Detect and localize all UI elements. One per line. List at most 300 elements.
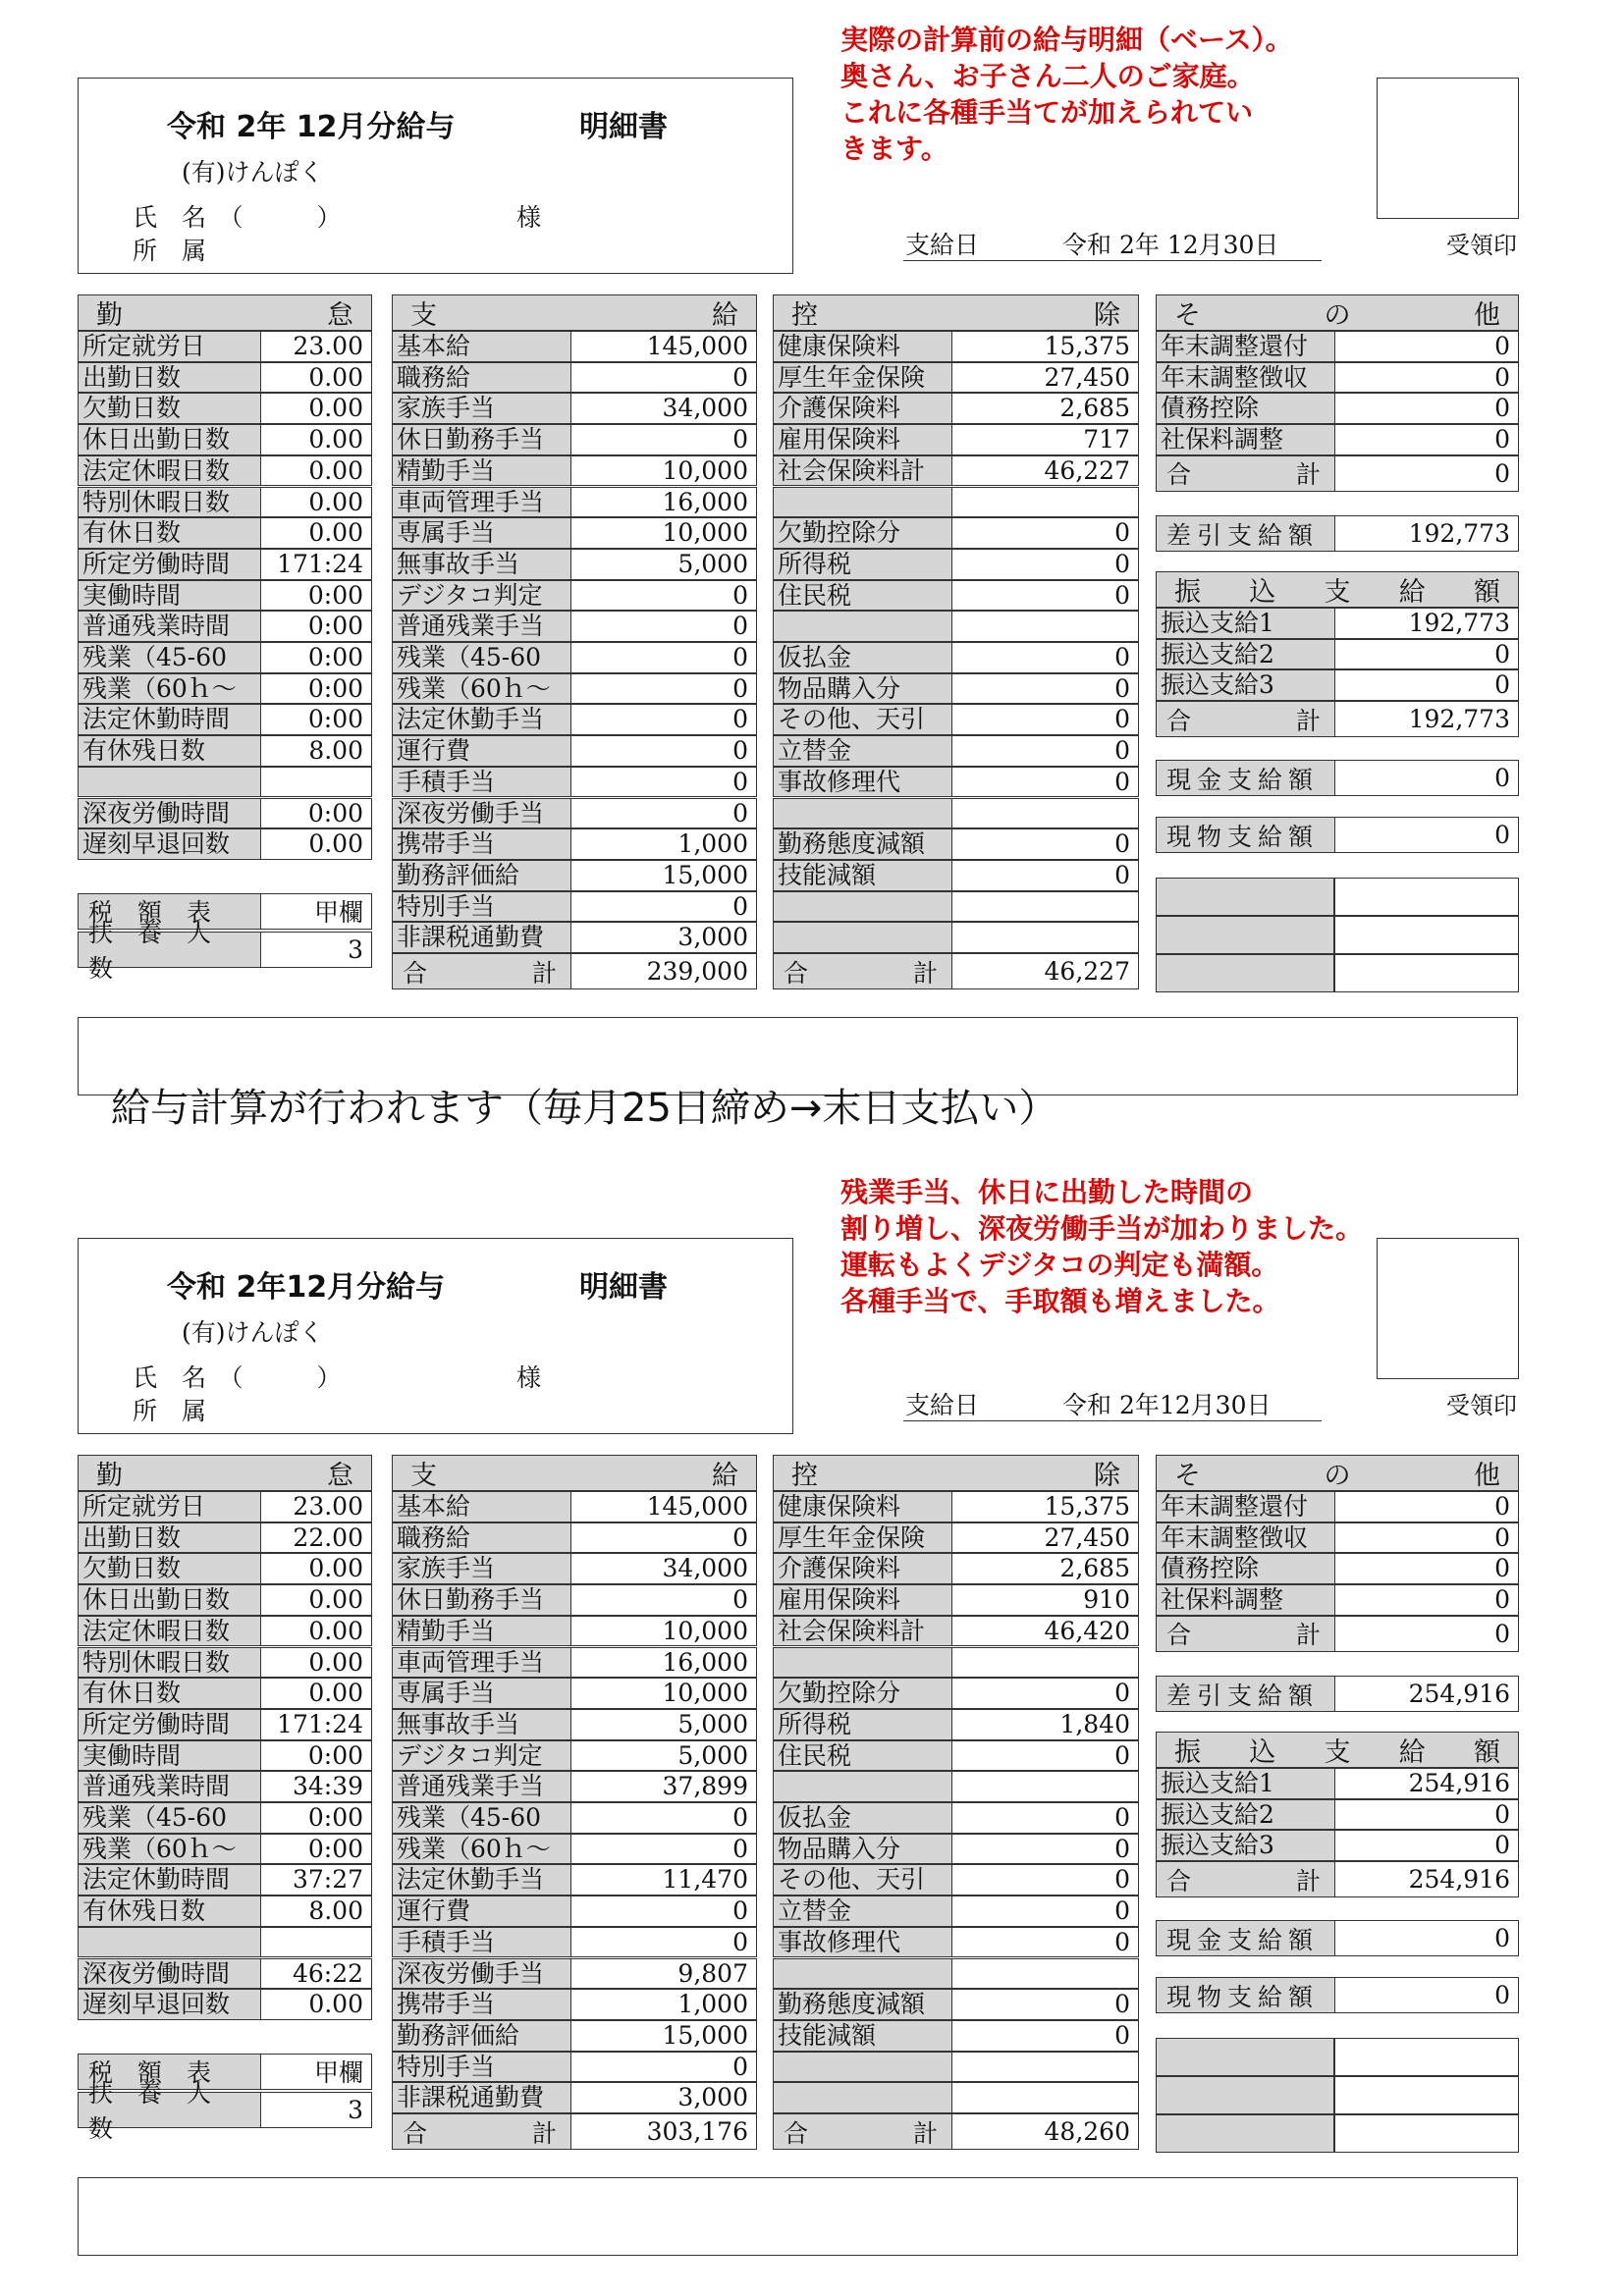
process-caption: 給与計算が行われます（毎月25日締め→末日支払い） [111, 1086, 1058, 1131]
total-label-b: 計 [912, 2118, 938, 2148]
row-value: 0:00 [307, 643, 363, 671]
row-value: 0 [732, 767, 748, 796]
row-value: 37,899 [662, 1772, 748, 1801]
row-label: 勤務態度減額 [774, 1990, 952, 2019]
table-row [392, 1584, 757, 1616]
table-row [392, 331, 757, 362]
other-header-2: の [1324, 300, 1351, 331]
row-label: 振込支給1 [1157, 1769, 1335, 1798]
row-value [261, 768, 371, 797]
row-value: 0 [1114, 705, 1130, 734]
row-value: 10,000 [662, 455, 748, 485]
transfer-header-char: 給 [1398, 1737, 1426, 1768]
table-row [392, 424, 757, 455]
blank-cell [1156, 2076, 1334, 2114]
transfer-header-char: 振 [1174, 1737, 1201, 1768]
transfer-header-char: 給 [1398, 577, 1426, 608]
table-row [773, 1958, 1139, 1990]
row-label: 法定休暇日数 [79, 456, 261, 486]
row-value: 0:00 [307, 705, 363, 734]
row-label: 休日出勤日数 [79, 425, 261, 454]
row-value [952, 488, 1138, 517]
total-label-b: 計 [912, 958, 938, 988]
row-value: 0 [1494, 1831, 1510, 1860]
company-name: (有)けんぽく [182, 158, 324, 187]
table-row [773, 611, 1139, 642]
slip-title-suffix: 明細書 [579, 1270, 668, 1305]
transfer-header-char: 込 [1249, 577, 1276, 608]
transfer-row [1156, 608, 1519, 639]
row-value: 0 [732, 1834, 748, 1863]
row-value: 0.00 [308, 362, 363, 392]
table-row [773, 580, 1139, 612]
row-label: 介護保険料 [774, 1554, 952, 1583]
transfer-sum-row-label-a: 合 [1166, 706, 1192, 735]
table-row [392, 642, 757, 673]
row-label: 所得税 [774, 1710, 952, 1739]
dependents-label [79, 919, 261, 984]
table-row [773, 393, 1139, 424]
table-row [78, 704, 372, 735]
row-value: 27,450 [1044, 362, 1130, 392]
pay-date-label: 支給日 [905, 1391, 980, 1419]
row-label: 事故修理代 [774, 768, 952, 797]
table-row [78, 517, 372, 549]
row-value: 0.00 [308, 1990, 363, 2019]
table-row [773, 1678, 1139, 1709]
other-sum-row-value: 0 [1494, 1619, 1510, 1648]
table-row [78, 642, 372, 673]
table-row [773, 1802, 1139, 1834]
row-value: 254,916 [1408, 1769, 1510, 1797]
table-row [773, 1522, 1139, 1554]
row-value: 0.00 [308, 1616, 363, 1645]
table-row [392, 828, 757, 860]
row-value: 0 [1494, 1799, 1510, 1829]
row-value: 8.00 [308, 1896, 363, 1926]
dependents-label-text: 扶 養 人 数 [88, 919, 237, 984]
row-value: 0 [732, 612, 748, 641]
total-label-a: 合 [784, 2118, 809, 2148]
row-label [774, 2053, 952, 2082]
other-sum-row-label-a: 合 [1166, 1621, 1192, 1650]
row-label: 専属手当 [393, 518, 571, 548]
total-label-a: 合 [784, 958, 809, 988]
transfer-sum-row-label-b: 計 [1295, 1866, 1321, 1896]
table-row [78, 487, 372, 518]
row-value: 8.00 [308, 736, 363, 766]
row-value: 46,227 [1044, 455, 1130, 485]
row-label: 技能減額 [774, 2021, 952, 2051]
deduction-table-total-row [773, 953, 1139, 989]
pay-date-value: 令和 2年12月30日 [1062, 1391, 1272, 1419]
row-value: 0 [1494, 425, 1510, 454]
row-label: 法定休勤時間 [79, 1865, 261, 1895]
table-row [392, 549, 757, 580]
row-label: 特別手当 [393, 892, 571, 922]
transfer-sum-row-label [1157, 702, 1335, 736]
company-name: (有)けんぽく [182, 1318, 324, 1347]
row-label: 法定休勤時間 [79, 705, 261, 734]
row-label: 運行費 [393, 736, 571, 766]
transfer-sum-row-value: 192,773 [1408, 705, 1510, 734]
table-row [392, 1678, 757, 1709]
transfer-sum-row-label [1157, 1862, 1335, 1896]
row-label [774, 2083, 952, 2112]
row-value [952, 799, 1138, 828]
other-sum-row [1156, 1616, 1519, 1652]
row-label: 仮払金 [774, 1803, 952, 1833]
row-label: 振込支給2 [1157, 1800, 1335, 1830]
cash-pay-row-label-a: 現金支給額 [1166, 1925, 1320, 1954]
remarks-box [78, 2177, 1518, 2256]
row-value: 5,000 [677, 1740, 748, 1770]
total-label-b: 計 [531, 958, 557, 988]
table-row [773, 1771, 1139, 1802]
cash-pay-row-label [1157, 761, 1335, 795]
row-value: 145,000 [646, 1492, 748, 1521]
row-label [774, 1648, 952, 1678]
row-value: 23.00 [293, 1492, 363, 1521]
table-row [392, 1740, 757, 1772]
department-line: 所 属 [133, 1397, 207, 1425]
row-value: 16,000 [662, 1647, 748, 1677]
transfer-header-char: 額 [1474, 577, 1500, 608]
row-value: 910 [1083, 1585, 1130, 1615]
other-sum-row-label-a: 合 [1166, 460, 1192, 490]
table-row [773, 735, 1139, 767]
goods-pay-row-value: 0 [1494, 821, 1510, 849]
row-label: 休日勤務手当 [393, 425, 571, 454]
row-value: 0 [1494, 639, 1510, 668]
net-pay-row-value: 254,916 [1408, 1680, 1510, 1708]
row-value: 27,450 [1044, 1522, 1130, 1552]
row-label: 法定休勤手当 [393, 705, 571, 734]
payment-table-header-right: 給 [712, 300, 738, 331]
row-label: 残業（60ｈ～ [393, 1835, 571, 1864]
table-row [392, 798, 757, 829]
table-row [773, 1740, 1139, 1772]
slip-title: 令和 2年 12月分給与 [167, 110, 456, 144]
table-row [1156, 424, 1519, 455]
table-row [773, 517, 1139, 549]
row-value: 0 [732, 580, 748, 610]
row-label [774, 488, 952, 517]
table-row [392, 611, 757, 642]
table-row [773, 922, 1139, 953]
table-row [392, 362, 757, 394]
row-value: 0 [732, 1585, 748, 1615]
other-header-3: 他 [1474, 300, 1500, 331]
row-value: 0 [1114, 829, 1130, 859]
cash-pay-row-label-a: 現金支給額 [1166, 765, 1320, 794]
net-pay-row [1156, 515, 1519, 552]
row-value [952, 612, 1138, 641]
row-label: 残業（45-60 [79, 643, 261, 672]
other-header-3: 他 [1474, 1461, 1500, 1491]
net-pay-row-label [1157, 1677, 1335, 1711]
table-row [78, 1491, 372, 1522]
table-row [392, 1927, 757, 1958]
row-value: 10,000 [662, 1616, 748, 1645]
pay-date-line [903, 1382, 1322, 1421]
table-row [392, 1896, 757, 1927]
row-label [774, 1959, 952, 1989]
table-row [773, 487, 1139, 518]
table-row [392, 860, 757, 891]
row-label: 運行費 [393, 1896, 571, 1926]
row-label: 特別手当 [393, 2053, 571, 2082]
pay-date-label: 支給日 [905, 231, 980, 259]
row-label: 所定就労日 [79, 1492, 261, 1522]
blank-cell [1334, 2038, 1519, 2076]
deduction-table-total-value: 48,260 [1044, 2117, 1130, 2146]
row-label: 技能減額 [774, 861, 952, 890]
table-row [78, 1616, 372, 1647]
row-label: 職務給 [393, 1523, 571, 1553]
dependents-value: 3 [348, 2095, 363, 2124]
tax-table-value: 甲欄 [313, 898, 363, 928]
row-value: 1,000 [677, 1990, 748, 2019]
attendance-table-header [78, 294, 372, 331]
transfer-sum-row-value: 254,916 [1408, 1865, 1510, 1895]
deduction-table-header [773, 294, 1139, 331]
table-row [773, 2052, 1139, 2083]
table-row [78, 1989, 372, 2020]
row-value: 0.00 [308, 829, 363, 859]
row-value: 46:22 [292, 1958, 363, 1988]
row-value [952, 892, 1138, 922]
row-label: 勤務態度減額 [774, 829, 952, 859]
table-row [78, 828, 372, 860]
blank-cell [1156, 954, 1334, 992]
table-row [78, 1647, 372, 1679]
deduction-table-total-label [774, 954, 952, 988]
receipt-stamp-label: 受領印 [1446, 232, 1517, 259]
attendance-table-header-right: 怠 [327, 1461, 353, 1491]
row-label: 残業（60ｈ～ [79, 674, 261, 704]
table-row [392, 393, 757, 424]
attendance-table-header-left: 勤 [96, 300, 123, 331]
pay-date-value: 令和 2年 12月30日 [1062, 231, 1279, 259]
table-row [773, 362, 1139, 394]
other-table-header [1156, 294, 1519, 331]
table-row [392, 2082, 757, 2113]
goods-pay-row [1156, 1977, 1519, 2013]
table-row [392, 1616, 757, 1647]
table-row [773, 455, 1139, 487]
row-label: 残業（60ｈ～ [393, 674, 571, 704]
row-label: 厚生年金保険 [774, 1523, 952, 1553]
payment-table-total-value: 239,000 [646, 957, 748, 986]
row-value: 0.00 [308, 455, 363, 485]
row-value: 10,000 [662, 518, 748, 548]
row-label: 特別休暇日数 [79, 488, 261, 517]
payment-table-header [392, 294, 757, 331]
goods-pay-row-label-a: 現物支給額 [1166, 822, 1320, 851]
table-row [392, 673, 757, 705]
row-label [774, 1772, 952, 1801]
row-value: 0 [1114, 1896, 1130, 1926]
row-value: 0:00 [307, 1740, 363, 1770]
other-sum-row [1156, 455, 1519, 492]
employee-name-line: 氏 名 （ ） [133, 1363, 342, 1392]
row-value: 34,000 [662, 1554, 748, 1583]
row-value: 0:00 [307, 798, 363, 828]
table-row [773, 2082, 1139, 2113]
deduction-table-total-label [774, 2114, 952, 2149]
table-row [78, 331, 372, 362]
other-header-1: そ [1174, 300, 1201, 331]
row-value: 0 [732, 798, 748, 828]
row-label: 携帯手当 [393, 829, 571, 859]
net-pay-row [1156, 1676, 1519, 1712]
transfer-sum-row [1156, 701, 1519, 737]
table-row [78, 767, 372, 798]
row-value: 0 [732, 2052, 748, 2081]
row-value: 10,000 [662, 1679, 748, 1708]
payment-table-total-row [392, 953, 757, 989]
dependents-row [78, 919, 372, 984]
table-row [392, 517, 757, 549]
row-value: 0:00 [307, 580, 363, 610]
table-row [78, 1927, 372, 1958]
other-header-2: の [1324, 1461, 1351, 1491]
dependents-value: 3 [348, 934, 363, 964]
row-label: 休日出勤日数 [79, 1585, 261, 1615]
row-label: 車両管理手当 [393, 1648, 571, 1678]
net-pay-row-label [1157, 516, 1335, 551]
blank-cell [1334, 2076, 1519, 2114]
row-label: 雇用保険料 [774, 425, 952, 454]
row-value: 0 [1494, 332, 1510, 360]
row-value: 0 [1114, 518, 1130, 548]
row-value: 0.00 [308, 1554, 363, 1583]
row-label: 厚生年金保険 [774, 363, 952, 393]
transfer-header-char: 支 [1324, 1737, 1351, 1768]
table-row [392, 1864, 757, 1896]
row-value: 37:27 [292, 1865, 363, 1895]
table-row [773, 1584, 1139, 1616]
row-label: 有休残日数 [79, 1896, 261, 1926]
table-row [78, 549, 372, 580]
table-row [773, 1896, 1139, 1927]
cash-pay-row-value: 0 [1494, 764, 1510, 792]
row-label: 普通残業時間 [79, 612, 261, 641]
transfer-row [1156, 639, 1519, 670]
transfer-header-char: 込 [1249, 1737, 1276, 1768]
row-label: 健康保険料 [774, 332, 952, 361]
other-sum-row-label [1157, 1617, 1335, 1651]
row-label: 健康保険料 [774, 1492, 952, 1522]
transfer-sum-row-label-b: 計 [1295, 706, 1321, 735]
row-value: 0:00 [307, 1834, 363, 1863]
transfer-sum-row [1156, 1861, 1519, 1897]
transfer-header-char: 支 [1324, 577, 1351, 608]
table-row [78, 580, 372, 612]
row-value: 0.00 [308, 1647, 363, 1677]
row-label: デジタコ判定 [393, 581, 571, 611]
row-value: 34:39 [292, 1772, 363, 1801]
row-label: 非課税通勤費 [393, 2083, 571, 2112]
net-pay-row-label-a: 差引支給額 [1166, 520, 1320, 550]
row-value: 0 [732, 643, 748, 671]
row-label: 振込支給3 [1157, 1831, 1335, 1860]
table-row [773, 331, 1139, 362]
table-row [392, 455, 757, 487]
blank-cell [1156, 878, 1334, 916]
row-label: 所定労働時間 [79, 550, 261, 579]
row-value: 1,840 [1059, 1709, 1130, 1738]
row-value: 0 [1114, 1927, 1130, 1956]
row-value [952, 2053, 1138, 2082]
transfer-row [1156, 1830, 1519, 1861]
row-label: 普通残業手当 [393, 1772, 571, 1801]
row-value: 0.00 [308, 1679, 363, 1708]
row-value: 2,685 [1059, 394, 1130, 423]
row-value [952, 1772, 1138, 1801]
table-row [773, 1927, 1139, 1958]
row-label: 立替金 [774, 1896, 952, 1926]
deduction-table-total-row [773, 2113, 1139, 2150]
row-label: 出勤日数 [79, 1523, 261, 1553]
table-row [773, 642, 1139, 673]
table-row [78, 673, 372, 705]
row-label: 年末調整徴収 [1157, 363, 1335, 393]
row-value: 23.00 [293, 332, 363, 360]
row-label: 特別休暇日数 [79, 1648, 261, 1678]
table-row [773, 1834, 1139, 1865]
table-row [78, 611, 372, 642]
row-label: 年末調整還付 [1157, 332, 1335, 361]
total-label-a: 合 [403, 2118, 428, 2148]
row-value: 0 [1114, 1990, 1130, 2019]
row-value: 0 [1114, 860, 1130, 889]
payslip-2 [0, 1160, 1624, 2148]
row-value: 0.00 [308, 518, 363, 548]
row-label: 遅刻早退回数 [79, 829, 261, 859]
row-label: 基本給 [393, 1492, 571, 1522]
row-value: 0 [1114, 767, 1130, 796]
row-value: 0 [732, 673, 748, 703]
row-label: 立替金 [774, 736, 952, 766]
row-value: 15,000 [662, 2020, 748, 2050]
row-label: 普通残業手当 [393, 612, 571, 641]
table-row [392, 2020, 757, 2052]
row-value: 15,375 [1044, 332, 1130, 360]
row-label [79, 768, 261, 797]
pay-date-line [903, 222, 1322, 261]
table-row [392, 767, 757, 798]
receipt-stamp-label: 受領印 [1446, 1392, 1517, 1419]
cash-pay-row [1156, 1920, 1519, 1956]
row-label: 深夜労働時間 [79, 1959, 261, 1989]
table-row [392, 1958, 757, 1990]
row-label: 精勤手当 [393, 456, 571, 486]
row-value: 34,000 [662, 394, 748, 423]
table-row [78, 798, 372, 829]
row-label: 出勤日数 [79, 363, 261, 393]
table-row [78, 455, 372, 487]
table-row [773, 549, 1139, 580]
row-value: 0 [1114, 1865, 1130, 1895]
row-label: 物品購入分 [774, 674, 952, 704]
row-label: 所定労働時間 [79, 1710, 261, 1739]
row-value: 0:00 [307, 1803, 363, 1832]
other-sum-row-value: 0 [1494, 458, 1510, 488]
cash-pay-row-value: 0 [1494, 1924, 1510, 1952]
row-value: 0 [1494, 670, 1510, 700]
